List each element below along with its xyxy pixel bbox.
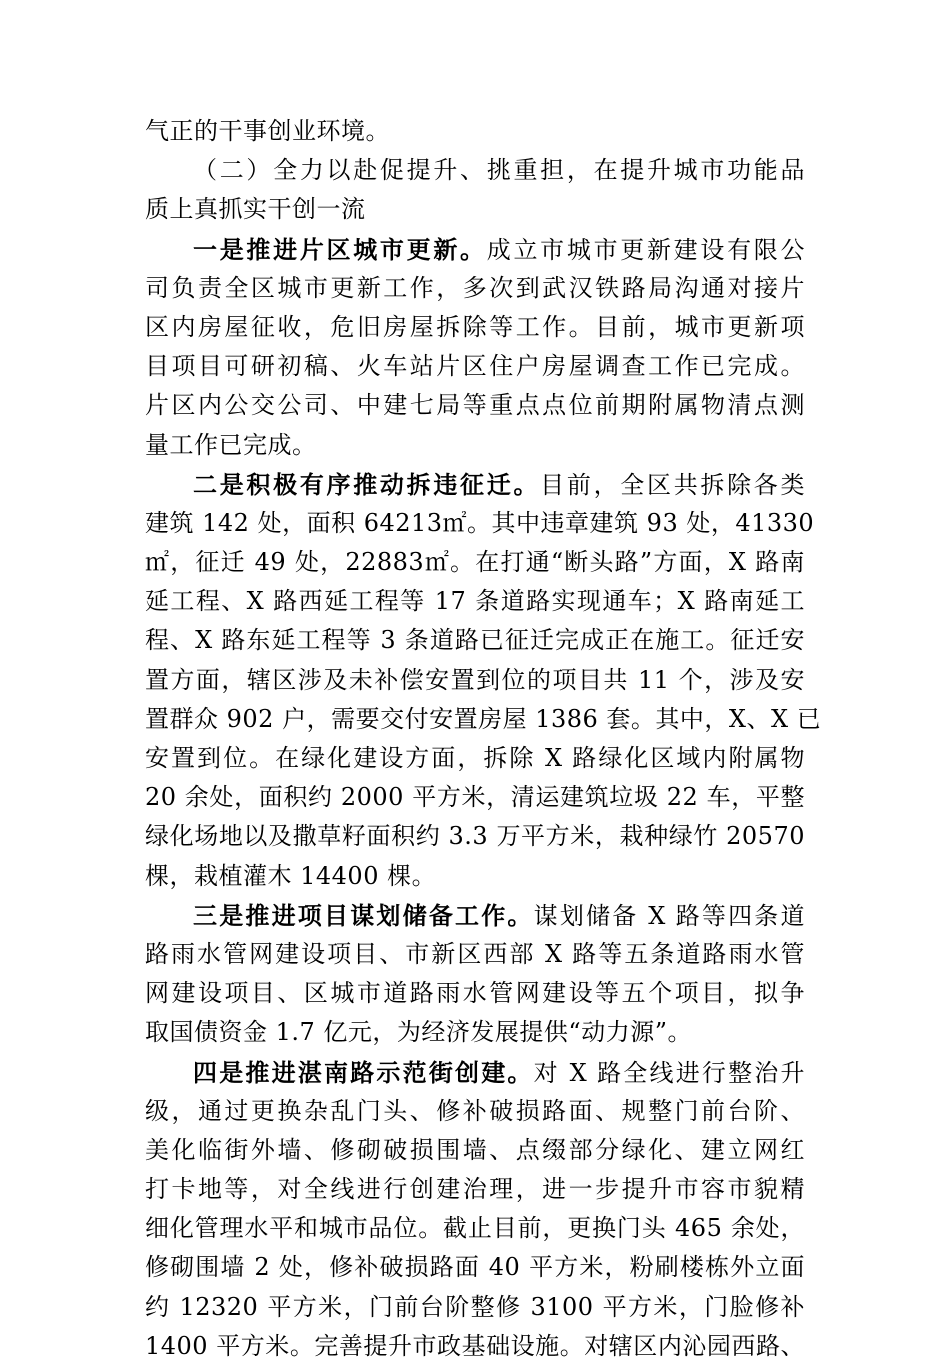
text-line bbox=[145, 1209, 805, 1248]
text-line bbox=[145, 896, 805, 935]
text-line bbox=[145, 935, 805, 974]
line-text: ㎡，征迁 49 处，22883㎡。在打通“断头路”方面，X 路南 bbox=[145, 548, 805, 577]
text-line bbox=[145, 308, 805, 347]
text-line bbox=[145, 1327, 805, 1366]
line-text: 细化管理水平和城市品位。截止目前，更换门头 465 余处， bbox=[145, 1214, 805, 1243]
text-line bbox=[145, 1053, 805, 1092]
text-line bbox=[145, 1170, 805, 1209]
paragraph-heading: 四是推进湛南路示范街创建。 bbox=[193, 1057, 534, 1087]
text-line bbox=[145, 426, 805, 465]
line-text: 建筑 142 处，面积 64213㎡。其中违章建筑 93 处，41330 bbox=[145, 508, 815, 537]
line-text: 目项目可研初稿、火车站片区住户房屋调查工作已完成。 bbox=[145, 352, 805, 381]
text-line bbox=[145, 347, 805, 386]
line-text: 片区内公交公司、中建七局等重点点位前期附属物清点测 bbox=[145, 391, 805, 420]
paragraph-heading: 二是积极有序推动拆违征迁。 bbox=[193, 469, 541, 499]
line-text: 质上真抓实干创一流 bbox=[145, 195, 366, 224]
line-text: 取国债资金 1.7 亿元，为经济发展提供“动力源”。 bbox=[145, 1018, 692, 1047]
line-text: 置群众 902 户，需要交付安置房屋 1386 套。其中，X、X 已 bbox=[145, 704, 822, 733]
text-line bbox=[145, 386, 805, 425]
line-text: 级，通过更换杂乱门头、修补破损路面、规整门前台阶、 bbox=[145, 1096, 805, 1125]
text-line bbox=[145, 504, 815, 543]
line-text: 司负责全区城市更新工作，多次到武汉铁路局沟通对接片 bbox=[145, 273, 805, 302]
text-line bbox=[145, 465, 805, 504]
line-text: 气正的干事创业环境。 bbox=[145, 117, 390, 145]
text-line bbox=[145, 1013, 805, 1052]
text-line bbox=[145, 661, 805, 700]
text-line bbox=[145, 269, 805, 308]
line-text: 量工作已完成。 bbox=[145, 430, 317, 459]
text-line bbox=[145, 582, 805, 621]
line-text: 延工程、X 路西延工程等 17 条道路实现通车；X 路南延工 bbox=[145, 587, 805, 616]
line-text: 20 余处，面积约 2000 平方米，清运建筑垃圾 22 车，平整 bbox=[145, 783, 805, 812]
text-line bbox=[145, 230, 805, 269]
line-text: 约 12320 平方米，门前台阶整修 3100 平方米，门脸修补 bbox=[145, 1292, 805, 1321]
line-text: 绿化场地以及撒草籽面积约 3.3 万平方米，栽种绿竹 20570 bbox=[145, 822, 805, 851]
text-line bbox=[145, 778, 805, 817]
text-line bbox=[145, 543, 805, 582]
text-line bbox=[145, 1248, 805, 1287]
text-line bbox=[145, 1288, 805, 1327]
paragraph-heading: 三是推进项目谋划储备工作。 bbox=[193, 900, 534, 930]
line-text: 目前，全区共拆除各类 bbox=[540, 470, 806, 499]
text-line bbox=[145, 857, 805, 896]
line-text: 修砌围墙 2 处，修补破损路面 40 平方米，粉刷楼栋外立面 bbox=[145, 1253, 805, 1282]
text-line bbox=[145, 1092, 805, 1131]
line-text: 区内房屋征收，危旧房屋拆除等工作。目前，城市更新项 bbox=[145, 312, 805, 341]
text-line bbox=[145, 112, 805, 151]
line-text: 安置到位。在绿化建设方面，拆除 X 路绿化区域内附属物 bbox=[145, 744, 805, 772]
line-text: 程、X 路东延工程等 3 条道路已征迁完成正在施工。征迁安 bbox=[145, 626, 805, 655]
text-line bbox=[145, 190, 805, 229]
text-line bbox=[145, 700, 822, 739]
line-text: 成立市城市更新建设有限公 bbox=[486, 235, 805, 264]
line-text: 美化临街外墙、修砌破损围墙、点缀部分绿化、建立网红 bbox=[145, 1135, 805, 1164]
line-text: 谋划储备 X 路等四条道 bbox=[533, 901, 806, 930]
line-text: （二）全力以赴促提升、挑重担，在提升城市功能品 bbox=[193, 156, 805, 185]
line-text: 网建设项目、区城市道路雨水管网建设等五个项目，拟争 bbox=[145, 979, 805, 1008]
text-line bbox=[145, 621, 805, 660]
line-text: 打卡地等，对全线进行创建治理，进一步提升市容市貌精 bbox=[145, 1175, 805, 1204]
text-line bbox=[145, 1131, 805, 1170]
line-text: 对 X 路全线进行整治升 bbox=[533, 1058, 806, 1087]
line-text: 路雨水管网建设项目、市新区西部 X 路等五条道路雨水管 bbox=[145, 939, 805, 968]
text-line bbox=[145, 739, 805, 778]
line-text: 1400 平方米。完善提升市政基础设施。对辖区内沁园西路、 bbox=[145, 1331, 805, 1360]
text-line bbox=[145, 974, 805, 1013]
line-text: 置方面，辖区涉及未补偿安置到位的项目共 11 个，涉及安 bbox=[145, 665, 805, 694]
document-body bbox=[145, 112, 822, 1366]
line-text: 棵，栽植灌木 14400 棵。 bbox=[145, 861, 437, 890]
paragraph-heading: 一是推进片区城市更新。 bbox=[193, 234, 487, 264]
text-line bbox=[145, 817, 805, 856]
text-line bbox=[145, 151, 805, 190]
